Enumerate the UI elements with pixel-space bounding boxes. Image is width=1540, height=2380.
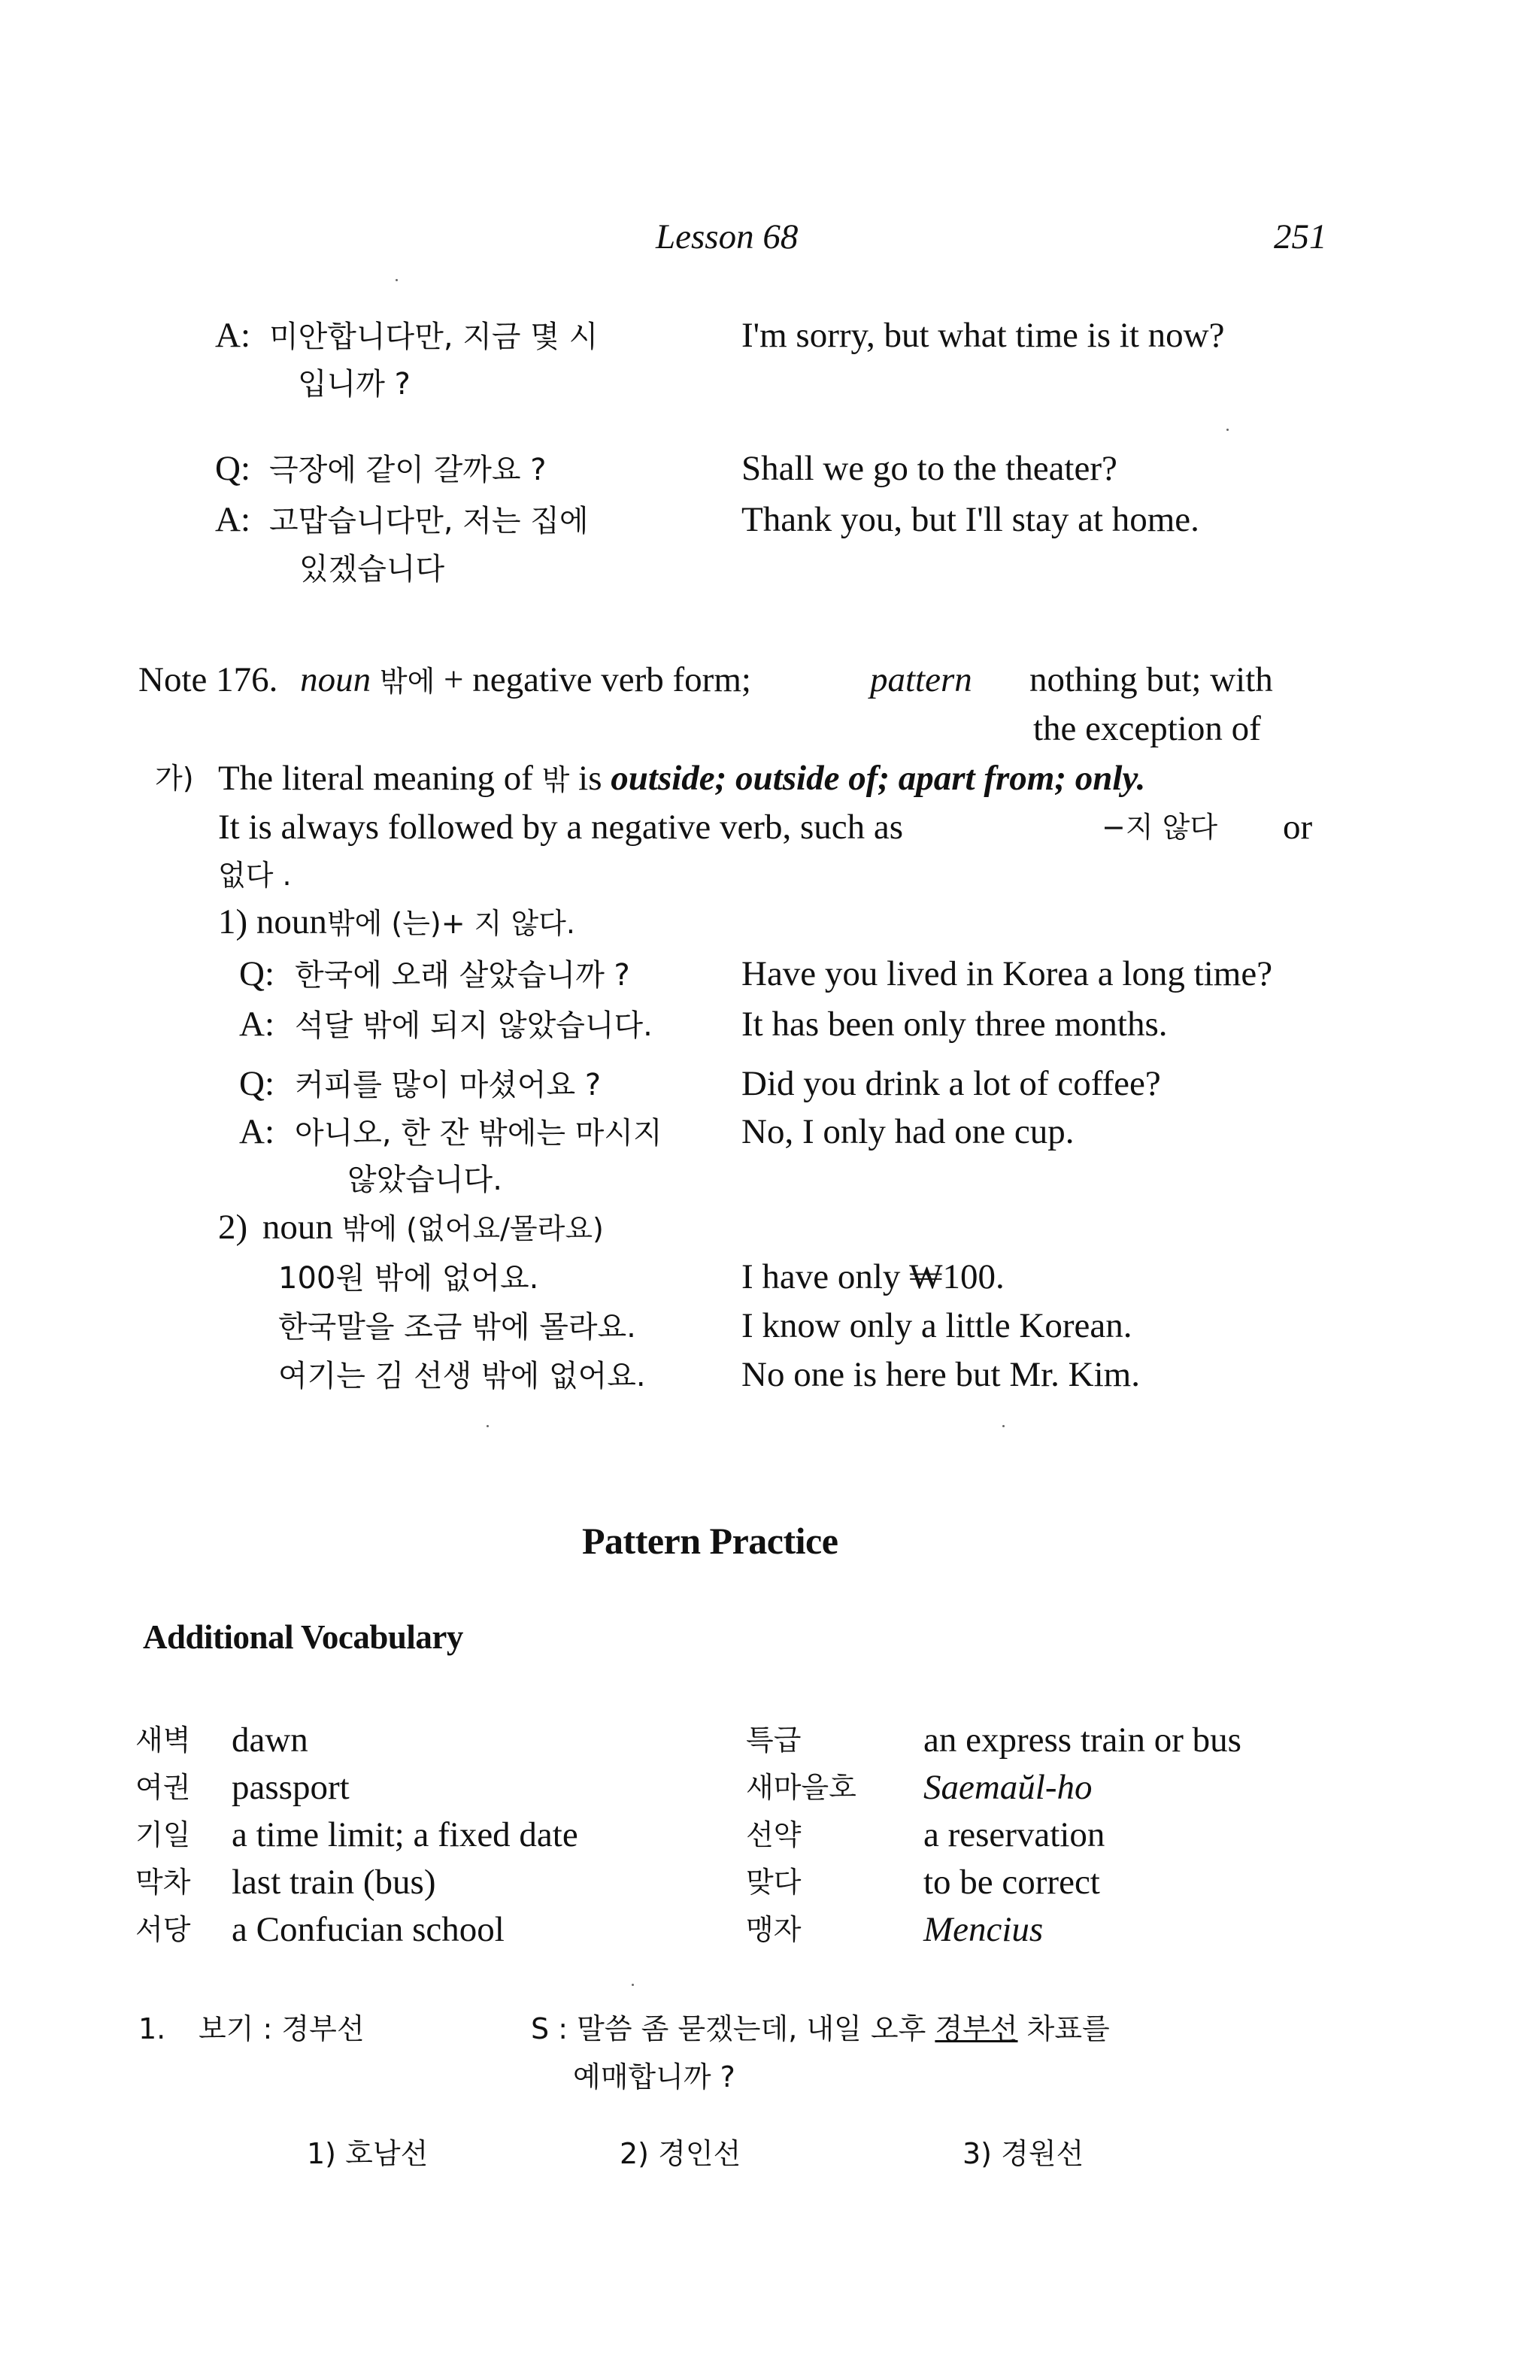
note-explanation-line2: It is always followed by a negative verb, such as bbox=[218, 808, 904, 847]
exercise-sentence: S : 말씀 좀 묻겠는데, 내일 오후 경부선 차표를 bbox=[531, 2012, 1110, 2045]
note-pattern-line bbox=[138, 659, 751, 701]
vocab-korean: 기일 bbox=[135, 1818, 191, 1851]
example-speaker: A: bbox=[239, 1112, 274, 1151]
vocab-english: an express train or bus bbox=[923, 1721, 1241, 1760]
note-pattern-korean: 밖에 bbox=[379, 665, 435, 698]
vocab-korean: 여권 bbox=[135, 1771, 191, 1804]
exercise-sentence-cont: 예매합니까 ? bbox=[573, 2060, 735, 2093]
example-speaker: Q: bbox=[239, 1064, 274, 1103]
example-english: Have you lived in Korea a long time? bbox=[741, 954, 1273, 993]
dialog-korean: 극장에 같이 갈까요 ? bbox=[269, 453, 547, 487]
note-explanation-line3: 없다 . bbox=[218, 859, 292, 892]
dialog-speaker: Q: bbox=[215, 449, 250, 488]
note-meaning-line1: nothing but; with bbox=[1029, 660, 1273, 699]
exercise-option: 2) 경인선 bbox=[620, 2137, 741, 2170]
dialog-korean-cont: 입니까 ? bbox=[298, 367, 411, 402]
vocabulary-heading: Additional Vocabulary bbox=[143, 1618, 463, 1656]
vocab-korean: 맹자 bbox=[746, 1913, 802, 1946]
note-explanation-line1: The literal meaning of 밖 is outside; outside of; apart from; only. bbox=[218, 759, 1146, 798]
vocab-korean: 서당 bbox=[135, 1913, 191, 1946]
dialog-english: I'm sorry, but what time is it now? bbox=[741, 316, 1225, 355]
note-label: Note 176. bbox=[138, 660, 278, 699]
example-korean: 한국에 오래 살았습니까 ? bbox=[295, 958, 630, 993]
dialog-english: Thank you, but I'll stay at home. bbox=[741, 500, 1199, 539]
vocab-korean: 특급 bbox=[746, 1724, 802, 1757]
example-korean: 한국말을 조금 밖에 몰라요. bbox=[278, 1310, 636, 1345]
exercise-option: 3) 경원선 bbox=[962, 2137, 1084, 2170]
vocab-english: a time limit; a fixed date bbox=[232, 1815, 578, 1854]
note-explanation-korean: −지 않다 bbox=[1102, 811, 1218, 844]
subitem-2-header: 2) noun 밖에 (없어요/몰라요) bbox=[218, 1208, 604, 1247]
example-english: It has been only three months. bbox=[741, 1005, 1168, 1044]
note-item-marker: 가) bbox=[155, 762, 194, 795]
vocab-english: Saemaŭl-ho bbox=[923, 1768, 1093, 1807]
example-english: I have only ₩100. bbox=[741, 1257, 1005, 1296]
example-english: No one is here but Mr. Kim. bbox=[741, 1355, 1140, 1394]
exercise-example: 보기 : 경부선 bbox=[199, 2012, 365, 2045]
note-meaning-line2: the exception of bbox=[1033, 709, 1261, 748]
vocab-korean: 막차 bbox=[135, 1866, 191, 1899]
vocab-english: dawn bbox=[232, 1721, 308, 1760]
subitem-1-header: 1) noun밖에 (는)+ 지 않다. bbox=[218, 902, 575, 941]
dialog-korean: 고맙습니다만, 저는 집에 bbox=[269, 504, 589, 538]
example-korean: 아니오, 한 잔 밖에는 마시지 bbox=[295, 1116, 662, 1151]
dialog-korean-cont: 있겠습니다 bbox=[299, 552, 445, 587]
note-pattern-rest: + negative verb form; bbox=[444, 660, 751, 699]
dialog-speaker: A: bbox=[215, 500, 250, 539]
example-korean: 100원 밖에 없어요. bbox=[278, 1261, 539, 1296]
page-number: 251 bbox=[1274, 217, 1327, 256]
vocab-korean: 선약 bbox=[746, 1818, 802, 1851]
running-header-lesson: Lesson 68 bbox=[656, 217, 799, 256]
example-korean: 석달 밖에 되지 않았습니다. bbox=[295, 1008, 653, 1043]
example-english: Did you drink a lot of coffee? bbox=[741, 1064, 1161, 1103]
example-korean-cont: 않았습니다. bbox=[347, 1163, 502, 1197]
vocab-korean: 새마을호 bbox=[746, 1771, 856, 1804]
dialog-speaker: A: bbox=[215, 316, 250, 355]
note-pattern-word: pattern bbox=[870, 660, 972, 699]
exercise-option: 1) 호남선 bbox=[307, 2137, 429, 2170]
section-title: Pattern Practice bbox=[582, 1520, 838, 1562]
vocab-english: a Confucian school bbox=[232, 1910, 505, 1949]
example-speaker: A: bbox=[239, 1005, 274, 1044]
example-english: No, I only had one cup. bbox=[741, 1112, 1075, 1151]
vocab-english: to be correct bbox=[923, 1863, 1100, 1902]
dialog-english: Shall we go to the theater? bbox=[741, 449, 1117, 488]
example-english: I know only a little Korean. bbox=[741, 1306, 1132, 1345]
vocab-english: passport bbox=[232, 1768, 350, 1807]
vocab-korean: 새벽 bbox=[135, 1724, 191, 1757]
example-korean: 여기는 김 선생 밖에 없어요. bbox=[278, 1359, 646, 1393]
note-pattern-noun: noun bbox=[300, 660, 371, 699]
dialog-korean: 미안합니다만, 지금 몇 시 bbox=[269, 320, 599, 354]
vocab-english: last train (bus) bbox=[232, 1863, 436, 1902]
vocab-korean: 맞다 bbox=[746, 1866, 802, 1899]
exercise-number: 1. bbox=[138, 2012, 166, 2045]
vocab-english: Mencius bbox=[923, 1910, 1044, 1949]
note-explanation-or: or bbox=[1283, 808, 1313, 847]
vocab-english: a reservation bbox=[923, 1815, 1105, 1854]
example-korean: 커피를 많이 마셨어요 ? bbox=[295, 1068, 602, 1102]
example-speaker: Q: bbox=[239, 954, 274, 993]
